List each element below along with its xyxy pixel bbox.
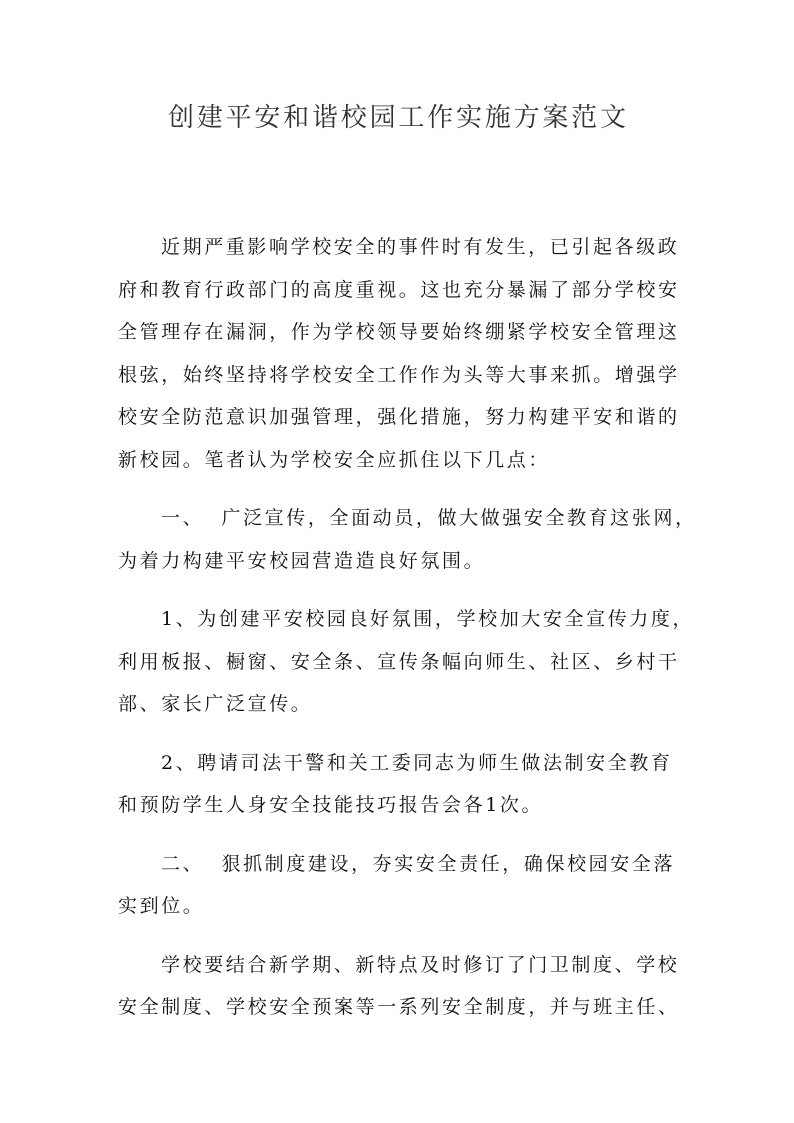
paragraph-line: 利用板报、橱窗、安全条、宣传条幅向师生、社区、乡村干 <box>118 650 680 673</box>
paragraph-line: 新校园。笔者认为学校安全应抓住以下几点： <box>118 448 551 471</box>
paragraph-intro <box>118 226 738 481</box>
section-heading-1 <box>118 497 738 582</box>
list-item-1 <box>118 598 738 726</box>
paragraph-line: 一、 广泛宣传，全面动员，做大做强安全教育这张网， <box>161 507 697 529</box>
paragraph-line: 校安全防范意识加强管理，强化措施，努力构建平安和谐的 <box>118 406 680 428</box>
paragraph-line: 学校要结合新学期、新特点及时修订了门卫制度、学校 <box>161 953 680 976</box>
list-item-2 <box>118 742 738 827</box>
paragraph-line: 近期严重影响学校安全的事件时有发生，已引起各级政 <box>161 236 680 258</box>
paragraph-line: 部、家长广泛宣传。 <box>118 693 313 715</box>
section-heading-2 <box>118 843 738 928</box>
paragraph-line: 2、聘请司法干警和关工委同志为师生做法制安全教育 <box>161 751 673 774</box>
paragraph-line: 1、为创建平安校园良好氛围，学校加大安全宣传力度， <box>161 608 695 630</box>
document-title: 创建平安和谐校园工作实施方案范文 <box>167 103 629 133</box>
paragraph-line: 二、 狠抓制度建设，夯实安全责任，确保校园安全落 <box>161 852 676 875</box>
paragraph-line: 为着力构建平安校园营造造良好氛围。 <box>118 549 486 572</box>
paragraph-line: 全管理存在漏洞，作为学校领导要始终绷紧学校安全管理这 <box>118 321 680 343</box>
paragraph-line: 和预防学生人身安全技能技巧报告会各1次。 <box>118 794 544 816</box>
paragraph-body <box>118 944 738 1029</box>
paragraph-line: 实到位。 <box>118 895 205 917</box>
document-body <box>118 226 738 1045</box>
paragraph-line: 安全制度、学校安全预案等一系列安全制度，并与班主任、 <box>118 996 680 1018</box>
paragraph-line: 府和教育行政部门的高度重视。这也充分暴漏了部分学校安 <box>118 278 680 301</box>
paragraph-line: 根弦，始终坚持将学校安全工作作为头等大事来抓。增强学 <box>118 363 680 386</box>
